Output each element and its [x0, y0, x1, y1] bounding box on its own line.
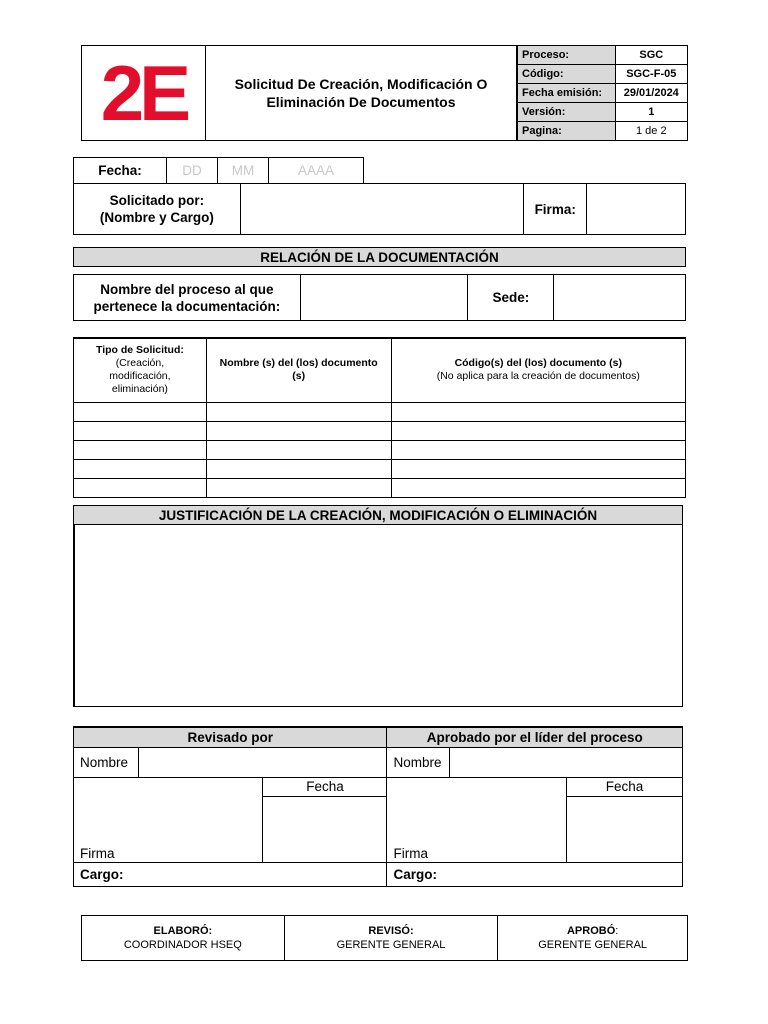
footer-elaboro: [82, 916, 285, 961]
proceso-label: [74, 275, 301, 321]
cell-nombre[interactable]: [206, 440, 391, 459]
footer-reviso-title: REVISÓ:: [368, 925, 414, 937]
proceso-field[interactable]: [300, 275, 468, 321]
cell-nombre[interactable]: [206, 402, 391, 421]
revisado-nombre-field[interactable]: [139, 747, 387, 777]
col-tipo-sub-1: (Creación,: [115, 357, 165, 370]
col-nombre-header: [206, 338, 391, 402]
company-logo: [82, 46, 206, 140]
aprobado-cargo-label: Cargo:: [393, 866, 437, 882]
footer-aprobo-heading: [499, 924, 686, 938]
table-row: [74, 402, 686, 421]
aprobado-firma-label: Firma: [393, 845, 428, 861]
cell-codigo[interactable]: [391, 421, 685, 440]
revision-table: [73, 726, 683, 887]
revisado-fecha-label: Fecha: [263, 777, 387, 796]
footer-aprobo-colon: :: [615, 925, 619, 937]
aprobado-header: Aprobado por el líder del proceso: [387, 727, 683, 747]
aprobado-fecha-field[interactable]: [567, 796, 683, 862]
footer-reviso: [284, 916, 498, 961]
cell-nombre[interactable]: [206, 421, 391, 440]
mm-placeholder: MM: [231, 163, 255, 178]
meta-row-codigo: [518, 65, 688, 84]
aprobado-firma-field[interactable]: [387, 777, 567, 862]
document-metadata-table: [517, 46, 687, 140]
aprobado-fecha-label: Fecha: [567, 777, 683, 796]
solicitado-label: [74, 184, 241, 235]
justificacion-textarea[interactable]: [73, 524, 683, 707]
sede-label: Sede:: [468, 275, 554, 321]
fecha-mm-field[interactable]: [217, 157, 268, 184]
col-nombre-line-1: Nombre (s) del (los) documento: [219, 357, 378, 370]
solicitado-line-1: Solicitado por:: [109, 193, 205, 208]
col-codigo-title: Código(s) del (los) documento (s): [454, 357, 622, 370]
meta-row-proceso: [518, 46, 688, 65]
cell-nombre[interactable]: [206, 459, 391, 478]
justificacion-section-title: JUSTIFICACIÓN DE LA CREACIÓN, MODIFICACIÓN O ELIMINACIÓN: [73, 505, 683, 525]
cell-tipo[interactable]: [74, 402, 207, 421]
revisado-fecha-field[interactable]: [263, 796, 387, 862]
footer-aprobo-value: GERENTE GENERAL: [538, 939, 648, 951]
cell-codigo[interactable]: [391, 440, 685, 459]
meta-value: SGC: [615, 46, 687, 65]
col-codigo-header: [391, 338, 685, 402]
meta-value: 1: [615, 102, 687, 121]
logo-text: 2E: [100, 49, 187, 137]
col-nombre-line-2: (s): [292, 370, 306, 383]
fecha-dd-field[interactable]: [166, 157, 217, 184]
meta-value: SGC-F-05: [615, 65, 687, 84]
sede-field[interactable]: [554, 275, 686, 321]
fecha-row: [73, 157, 364, 184]
meta-key: Fecha emisión:: [518, 84, 616, 103]
revisado-firma-field[interactable]: [74, 777, 263, 862]
cell-tipo[interactable]: [74, 459, 207, 478]
aaaa-placeholder: AAAA: [297, 163, 335, 178]
dd-placeholder: DD: [182, 163, 202, 178]
fecha-aaaa-field[interactable]: [268, 157, 364, 184]
relacion-section-title: RELACIÓN DE LA DOCUMENTACIÓN: [73, 247, 686, 267]
revisado-cargo[interactable]: [74, 862, 387, 886]
documents-table: [73, 337, 686, 498]
footer-aprobo: [498, 916, 688, 961]
meta-value: 1 de 2: [615, 121, 687, 140]
footer-approvals-table: [81, 915, 688, 961]
table-row: [74, 459, 686, 478]
table-row: [74, 421, 686, 440]
cell-tipo[interactable]: [74, 478, 207, 497]
meta-row-pagina: [518, 121, 688, 140]
solicitado-table: [73, 183, 686, 235]
proceso-line-2: pertenece la documentación:: [93, 298, 281, 314]
revisado-nombre-label: Nombre: [74, 747, 139, 777]
meta-key: Proceso:: [518, 46, 616, 65]
cell-tipo[interactable]: [74, 440, 207, 459]
footer-elaboro-value: COORDINADOR HSEQ: [123, 939, 242, 951]
col-tipo-header: [74, 338, 207, 402]
revisado-header: Revisado por: [74, 727, 387, 747]
cell-tipo[interactable]: [74, 421, 207, 440]
cell-codigo[interactable]: [391, 459, 685, 478]
footer-reviso-value: GERENTE GENERAL: [336, 939, 446, 951]
meta-key: Código:: [518, 65, 616, 84]
meta-row-version: [518, 102, 688, 121]
proceso-line-1: Nombre del proceso al que: [100, 281, 274, 297]
title-line-1: Solicitud De Creación, Modificación O: [234, 76, 488, 92]
revisado-firma-label: Firma: [80, 845, 115, 861]
document-title: [206, 46, 517, 140]
solicitado-line-2: (Nombre y Cargo): [99, 210, 214, 225]
cell-nombre[interactable]: [206, 478, 391, 497]
revisado-cargo-label: Cargo:: [80, 866, 124, 882]
cell-codigo[interactable]: [391, 478, 685, 497]
document-header: [81, 45, 688, 141]
fecha-label: Fecha:: [73, 157, 166, 184]
table-row: [74, 478, 686, 497]
title-line-2: Eliminación De Documentos: [266, 94, 456, 110]
aprobado-nombre-field[interactable]: [450, 747, 683, 777]
table-row: [74, 440, 686, 459]
solicitado-field[interactable]: [240, 184, 523, 235]
col-tipo-sub-3: eliminación): [111, 383, 168, 396]
col-tipo-sub-2: modificación,: [109, 370, 171, 383]
footer-aprobo-title: APROBÓ: [566, 925, 616, 937]
cell-codigo[interactable]: [391, 402, 685, 421]
firma-label: Firma:: [524, 184, 587, 235]
aprobado-cargo[interactable]: [387, 862, 683, 886]
meta-value: 29/01/2024: [615, 84, 687, 103]
footer-elaboro-title: ELABORÓ:: [153, 925, 213, 937]
firma-field[interactable]: [587, 184, 686, 235]
col-codigo-sub: (No aplica para la creación de documentos): [436, 370, 640, 383]
col-tipo-title: Tipo de Solicitud:: [95, 344, 184, 357]
aprobado-nombre-label: Nombre: [387, 747, 450, 777]
meta-key: Versión:: [518, 102, 616, 121]
meta-row-fecha-emision: [518, 84, 688, 103]
meta-key: Pagina:: [518, 121, 616, 140]
proceso-table: [73, 274, 686, 321]
documents-table-header: [74, 338, 686, 402]
